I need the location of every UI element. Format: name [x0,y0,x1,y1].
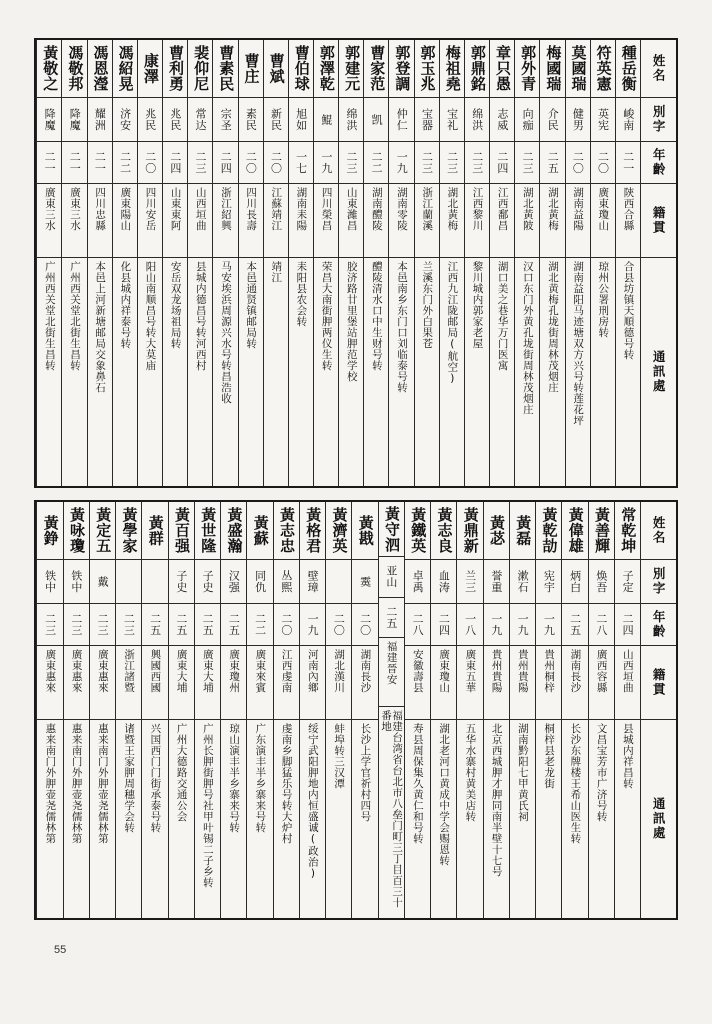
cell-origin: 廣東惠來 [90,646,115,720]
table-row [430,502,456,918]
cell-address: 广州西关堂北街生昌转 [69,261,81,371]
table-row [112,40,137,486]
cell-name: 黃世隆 [195,502,220,560]
table-row [565,40,590,486]
cell-origin: 廣東五華 [457,646,482,720]
cell-alias: 霙 [352,560,377,604]
cell-alias: 漱石 [510,560,535,604]
cell-name: 郭登調 [389,40,413,98]
cell-name: 黃錚 [37,502,62,560]
cell-age: 二五 [221,604,246,646]
cell-age: 二三 [465,142,489,184]
cell-alias: 降魔 [37,98,61,142]
cell-origin: 廣東瓊山 [591,184,615,258]
cell-origin: 貴州桐梓 [536,646,561,720]
cell-age: 二三 [515,142,539,184]
cell-name: 黃磊 [510,502,535,560]
cell-age: 二一 [62,142,86,184]
cell-address: 黎川城内郭家老屋 [471,261,484,349]
cell-age: 二五 [142,604,167,646]
cell-origin: 廣東瓊山 [431,646,456,720]
cell-alias: 志威 [490,98,514,142]
cell-age: 二一 [616,142,640,184]
cell-alias: 绵洪 [339,98,363,142]
cell-origin: 廣東大埔 [169,646,194,720]
table-row [313,40,338,486]
cell-origin: 湖南益陽 [566,184,590,258]
cell-alias: 宝器 [415,98,439,142]
cell-age: 二三 [116,604,141,646]
cell-address: 兰溪东门外白果苍 [421,261,434,349]
cell-age: 二三 [415,142,439,184]
cell-origin: 貴州貴陽 [484,646,509,720]
cell-name: 莫國瑞 [566,40,590,98]
header-origin: 籍貫 [641,646,676,720]
cell-age: 一七 [289,142,313,184]
cell-origin: 廣東三水 [62,184,86,258]
column-headers [640,40,676,486]
table-row [63,502,89,918]
cell-origin: 廣東瓊州 [221,646,246,720]
cell-origin: 浙江紹興 [213,184,237,258]
table-row [456,502,482,918]
cell-address: 广州大德路交通公会 [175,723,188,822]
cell-name: 黃戡 [352,502,377,560]
cell-origin: 廣東惠來 [64,646,89,720]
cell-alias: 素民 [239,98,263,142]
cell-name: 曹伯球 [289,40,313,98]
cell-address: 县城内祥昌转 [621,723,634,789]
cell-name: 黃鐵英 [405,502,430,560]
table-row [489,40,514,486]
cell-address: 阳山南顺昌号转大莫庙 [144,261,157,371]
cell-alias: 铁中 [37,560,62,604]
cell-alias [142,560,167,604]
cell-age: 二五 [540,142,564,184]
table-row [162,40,187,486]
cell-name: 黃定五 [90,502,115,560]
cell-alias: 戴 [90,560,115,604]
cell-origin: 湖北黃梅 [540,184,564,258]
cell-address: 胶济路廿里堡站胛范学校 [345,261,358,382]
cell-origin: 廣東陽山 [113,184,137,258]
cell-address: 虔南乡脚猛乐号转大炉村 [280,723,293,844]
cell-address: 琼州公署刑房转 [597,261,610,338]
cell-alias: 仲仁 [389,98,413,142]
cell-name: 黃濟英 [326,502,351,560]
cell-address: 广州西关堂北街生昌转 [43,261,56,371]
table-row [36,40,61,486]
table-row [288,40,313,486]
cell-address: 文昌宝芳市广济号转 [595,723,608,822]
cell-address: 蚌埠转三汉潭 [333,723,346,789]
table-row [539,40,564,486]
cell-origin: 山西垣曲 [615,646,640,720]
cell-alias: 丛熙 [274,560,299,604]
table-row [590,40,615,486]
cell-origin: 四川長壽 [239,184,263,258]
table-row [404,502,430,918]
cell-name: 黃敬之 [37,40,61,98]
header-address: 通訊處 [651,797,667,841]
cell-alias: 介民 [540,98,564,142]
cell-origin: 廣東大埔 [195,646,220,720]
cell-alias: 济安 [113,98,137,142]
cell-alias: 新民 [264,98,288,142]
cell-address: 本邑通贤镇邮局转 [245,261,258,349]
cell-age: 二五 [169,604,194,646]
cell-name: 曹家范 [364,40,388,98]
table-row [299,502,325,918]
cell-address: 安岳双龙场祖局转 [169,261,182,349]
cell-origin: 貴州貴陽 [510,646,535,720]
cell-name: 馮恩瀅 [88,40,112,98]
table-row [115,502,141,918]
cell-age: 二三 [440,142,464,184]
cell-origin: 福建晉安 [379,638,404,707]
cell-alias: 兆民 [163,98,187,142]
cell-age: 二五 [562,604,587,646]
table-row [137,40,162,486]
table-row [338,40,363,486]
header-alias: 別字 [641,98,676,142]
cell-name: 郭玉兆 [415,40,439,98]
cell-age: 二四 [213,142,237,184]
cell-origin: 四川忠縣 [88,184,112,258]
page-number: 55 [54,944,67,956]
cell-address: 县城内德昌号转河西村 [194,261,207,371]
cell-address: 诸暨王家胛周穗学会转 [123,723,136,833]
header-age: 年齡 [641,142,676,184]
cell-age: 二二 [247,604,272,646]
cell-origin: 河南內鄉 [300,646,325,720]
cell-name: 郭建元 [339,40,363,98]
cell-name: 黃學家 [116,502,141,560]
cell-address: 合县坊镇天順德号转 [622,261,635,360]
cell-age: 二四 [615,604,640,646]
header-name: 姓名 [641,40,676,98]
cell-name: 種岳衡 [616,40,640,98]
cell-alias: 子定 [615,560,640,604]
column-headers [640,502,676,918]
cell-name: 黃群 [142,502,167,560]
cell-origin: 湖北黃陂 [515,184,539,258]
cell-name: 黃苾 [484,502,509,560]
cell-origin: 江西黎川 [465,184,489,258]
table-row [246,502,272,918]
table-row [263,40,288,486]
cell-alias: 亚山 [379,557,404,598]
table-row [535,502,561,918]
cell-alias: 宝礼 [440,98,464,142]
cell-name: 黃百强 [169,502,194,560]
cell-address: 湖口美之巷华万门医寓 [496,261,509,371]
cell-alias: 同仇 [247,560,272,604]
cell-alias: 兰三 [457,560,482,604]
cell-name: 梅祖堯 [440,40,464,98]
cell-alias: 誉重 [484,560,509,604]
cell-address: 本邑南乡东门口刘临泰号转 [396,261,409,393]
cell-alias: 凯 [364,98,388,142]
cell-origin: 廣東來賓 [247,646,272,720]
cell-age: 一九 [484,604,509,646]
cell-age: 二八 [405,604,430,646]
table-row [61,40,86,486]
cell-address: 本邑上河新塘邮局交象鼻石 [94,261,107,393]
cell-alias [326,560,351,604]
cell-age: 二一 [37,142,61,184]
cell-age: 二〇 [239,142,263,184]
table-row [194,502,220,918]
cell-address: 湖南益阳马迹塘双方兴号转莲花坪 [572,261,585,426]
cell-address: 广州长胛街胛号社甲叶锡二子乡转 [201,723,214,888]
table-row [388,40,413,486]
cell-age: 二一 [88,142,112,184]
cell-address: 耒阳县农会转 [295,261,308,327]
cell-alias: 峻南 [616,98,640,142]
cell-age: 二四 [163,142,187,184]
cell-age: 一九 [300,604,325,646]
cell-origin: 江西虔南 [274,646,299,720]
table-row [509,502,535,918]
cell-address: 醴陵清水口中生财号转 [370,261,383,371]
cell-address: 绥宁武阳胛地内恒盛诚(政治) [306,723,319,880]
cell-name: 裴仰尼 [188,40,212,98]
table-row [414,40,439,486]
cell-origin: 湖南醴陵 [364,184,388,258]
cell-name: 馮紹晃 [113,40,137,98]
cell-origin: 山東東阿 [163,184,187,258]
cell-name: 黃鼎新 [457,502,482,560]
roster-table-top [34,38,678,488]
table-row [615,40,640,486]
header-age: 年齡 [641,604,676,646]
cell-age: 二〇 [566,142,590,184]
cell-origin: 安徽壽县 [405,646,430,720]
cell-name: 郭鼎銘 [465,40,489,98]
table-row [168,502,194,918]
cell-address: 惠来南门外胛壶尧儒林第 [96,723,109,844]
cell-name: 郭澤乾 [314,40,338,98]
cell-name: 黃盛瀚 [221,502,246,560]
cell-alias: 炳白 [562,560,587,604]
cell-alias: 焕吾 [589,560,614,604]
cell-name: 符英憲 [591,40,615,98]
cell-age: 二〇 [326,604,351,646]
table-row [378,502,404,918]
cell-name: 郭外青 [515,40,539,98]
cell-age: 二三 [188,142,212,184]
cell-age: 二〇 [274,604,299,646]
cell-address: 靖江 [270,261,283,283]
table-row [614,502,640,918]
cell-address: 长沙上学官祈村四号 [359,723,372,822]
cell-alias: 子史 [169,560,194,604]
header-name: 姓名 [641,502,676,560]
cell-address: 北京西城胛才胛同南半壁十七号 [490,723,503,877]
cell-origin: 興國西國 [142,646,167,720]
cell-name: 黃格君 [300,502,325,560]
cell-name: 黃志忠 [274,502,299,560]
cell-name: 黃蘇 [247,502,272,560]
cell-origin: 江蘇靖江 [264,184,288,258]
cell-name: 常乾坤 [615,502,640,560]
cell-origin: 湖南長沙 [562,646,587,720]
cell-age: 一九 [314,142,338,184]
table-row [483,502,509,918]
cell-name: 曹素民 [213,40,237,98]
cell-name: 黃守泗 [379,502,404,557]
table-row [363,40,388,486]
header-address: 通訊處 [651,350,667,394]
table-row [325,502,351,918]
roster-table-bottom [34,500,678,920]
cell-address: 汉口东门外黄孔垅街周林茂烟庄 [521,261,534,415]
cell-age: 二二 [113,142,137,184]
cell-alias: 汉强 [221,560,246,604]
cell-origin: 四川安岳 [138,184,162,258]
table-row [561,502,587,918]
cell-name: 黃偉雄 [562,502,587,560]
cell-address: 广东演丰半乡寨来号转 [254,723,267,833]
cell-address: 琼山演丰半乡寨来号转 [228,723,241,833]
cell-name: 黃志良 [431,502,456,560]
cell-name: 黃乾劼 [536,502,561,560]
cell-name: 黃善輝 [589,502,614,560]
table-row [588,502,614,918]
cell-age: 一九 [536,604,561,646]
cell-alias: 健男 [566,98,590,142]
table-row [439,40,464,486]
cell-age: 二五 [379,598,404,638]
cell-name: 梅國瑞 [540,40,564,98]
cell-address: 湖北黄梅孔垅街周林茂烟庄 [546,261,559,393]
cell-origin: 湖北漢川 [326,646,351,720]
table-row [514,40,539,486]
cell-age: 二〇 [591,142,615,184]
cell-origin: 浙江蘭溪 [415,184,439,258]
cell-alias: 旭如 [289,98,313,142]
cell-age: 二三 [90,604,115,646]
cell-name: 黃咏瓊 [64,502,89,560]
table-row [187,40,212,486]
cell-age: 二〇 [138,142,162,184]
cell-origin: 陝西合縣 [616,184,640,258]
cell-age: 二〇 [352,604,377,646]
table-row [141,502,167,918]
cell-age: 二五 [195,604,220,646]
cell-address: 马安埃浜周源兴水号转昌浩收 [219,261,232,404]
cell-address: 福建台湾省台北市八垒门町三丁目百三十番地 [380,710,404,909]
cell-age: 二〇 [264,142,288,184]
cell-address: 荣昌大南街胛两仪生转 [320,261,333,371]
table-row [220,502,246,918]
cell-address: 兴国西门门街承泰号转 [149,723,162,833]
cell-address: 长沙东牌楼王希山医生转 [569,723,582,844]
cell-origin: 四川榮昌 [314,184,338,258]
cell-address: 湖南黔阳七甲黄氏祠 [516,723,529,822]
cell-name: 馮敬邦 [62,40,86,98]
cell-alias [116,560,141,604]
cell-origin: 湖北黃梅 [440,184,464,258]
cell-alias: 铁中 [64,560,89,604]
cell-alias: 绵洪 [465,98,489,142]
cell-age: 一九 [510,604,535,646]
table-row [36,502,62,918]
cell-name: 曹庄 [239,40,263,98]
cell-origin: 廣東惠來 [37,646,62,720]
table-row [238,40,263,486]
table-row [87,40,112,486]
cell-name: 康澤 [138,40,162,98]
cell-age: 二三 [64,604,89,646]
cell-age: 二二 [364,142,388,184]
cell-origin: 湖南耒陽 [289,184,313,258]
cell-origin: 山西垣曲 [188,184,212,258]
cell-alias: 卓禹 [405,560,430,604]
cell-age: 二三 [37,604,62,646]
cell-address: 寿县周保集久黄仁和号转 [411,723,424,844]
cell-address: 桐梓县老龙街 [543,723,556,789]
cell-address: 惠来南门外胛壶尧儒林第 [70,723,83,844]
cell-origin: 廣西容縣 [589,646,614,720]
cell-alias: 宪宇 [536,560,561,604]
cell-age: 二八 [589,604,614,646]
cell-address: 湖北老河口黄成中学会赐恩转 [438,723,451,866]
cell-address: 江西九江陇邮局(航空) [446,261,459,385]
cell-alias: 向痂 [515,98,539,142]
header-origin: 籍貫 [641,184,676,258]
cell-alias: 宗圣 [213,98,237,142]
cell-alias: 血涛 [431,560,456,604]
cell-alias: 子史 [195,560,220,604]
cell-age: 一九 [389,142,413,184]
cell-origin: 湖南零陵 [389,184,413,258]
cell-alias: 鯤 [314,98,338,142]
cell-alias: 兆民 [138,98,162,142]
cell-address: 化县城内祥泰号转 [119,261,132,349]
cell-name: 曹利勇 [163,40,187,98]
cell-origin: 廣東三水 [37,184,61,258]
cell-name: 章只愚 [490,40,514,98]
cell-origin: 湖南長沙 [352,646,377,720]
cell-address: 五华水寨村黄美店转 [464,723,477,822]
cell-alias: 常达 [188,98,212,142]
table-row [89,502,115,918]
header-alias: 別字 [641,560,676,604]
cell-age: 二四 [490,142,514,184]
cell-origin: 江西鄱昌 [490,184,514,258]
cell-address: 惠来南门外胛壶尧儒林第 [44,723,57,844]
cell-alias: 降魔 [62,98,86,142]
table-row [273,502,299,918]
cell-age: 二三 [339,142,363,184]
cell-name: 曹斌 [264,40,288,98]
cell-origin: 浙江諸暨 [116,646,141,720]
cell-age: 二四 [431,604,456,646]
table-row [351,502,377,918]
cell-alias: 英宪 [591,98,615,142]
cell-alias: 壁璋 [300,560,325,604]
cell-origin: 山東濰昌 [339,184,363,258]
table-row [212,40,237,486]
cell-alias: 耀洲 [88,98,112,142]
cell-age: 一八 [457,604,482,646]
table-row [464,40,489,486]
